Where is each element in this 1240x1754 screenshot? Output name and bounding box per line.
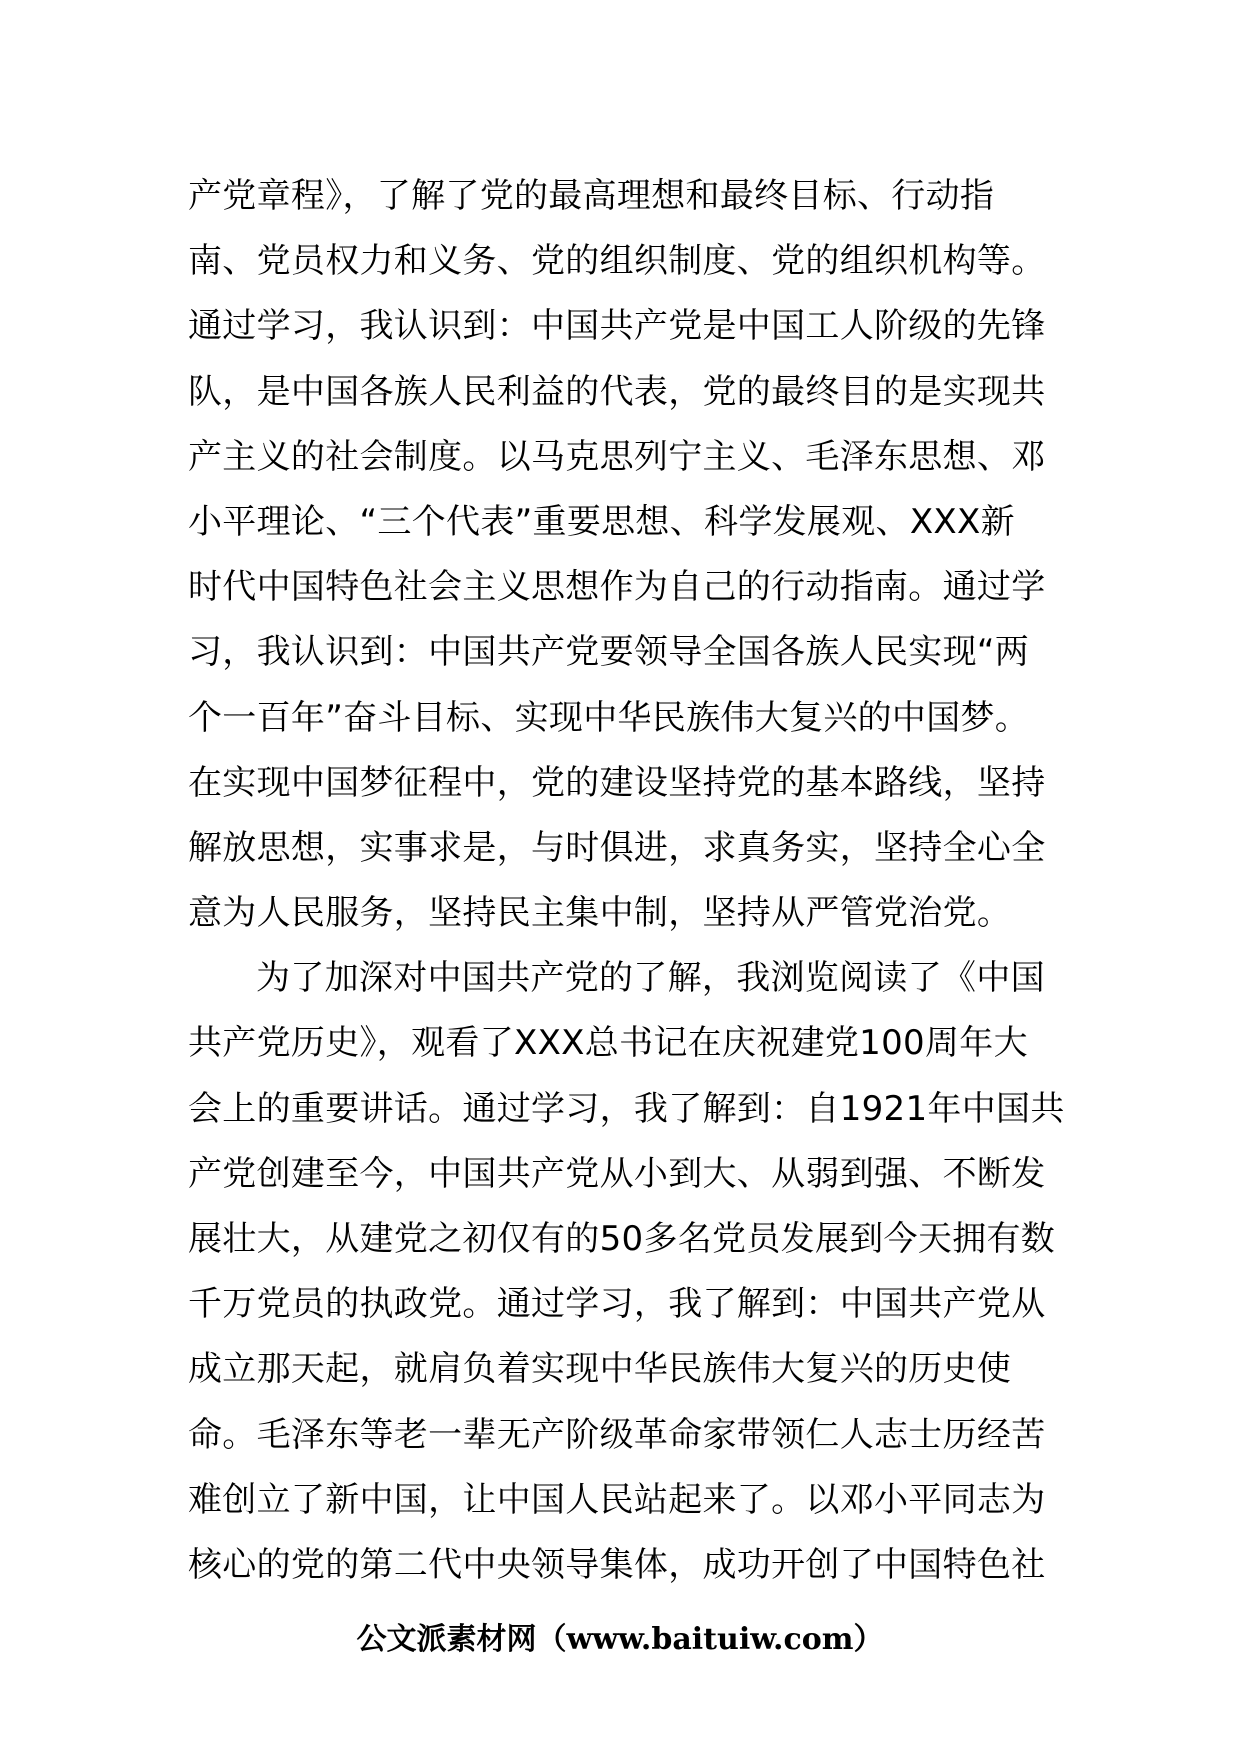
text-line: 通过学习，我认识到：中国共产党是中国工人阶级的先锋 xyxy=(188,306,1046,347)
text-line: 核心的党的第二代中央领导集体，成功开创了中国特色社 xyxy=(188,1544,1046,1585)
text-line: 个一百年”奋斗目标、实现中华民族伟大复兴的中国梦。 xyxy=(188,697,1030,738)
text-line: 队，是中国各族人民利益的代表，党的最终目的是实现共 xyxy=(188,371,1046,412)
text-line: 千万党员的执政党。通过学习，我了解到：中国共产党从 xyxy=(188,1284,1046,1325)
document-body xyxy=(188,164,1068,1598)
text-line: 习，我认识到：中国共产党要领导全国各族人民实现“两 xyxy=(188,632,1030,673)
text-line: 解放思想，实事求是，与时俱进，求真务实，坚持全心全 xyxy=(188,827,1046,868)
text-line: 产党创建至今，中国共产党从小到大、从弱到强、不断发 xyxy=(188,1153,1046,1194)
footer-watermark: 公文派素材网（www.baituiw.com） xyxy=(356,1622,884,1657)
text-line: 展壮大，从建党之初仅有的50多名党员发展到今天拥有数 xyxy=(188,1219,1056,1259)
text-line: 南、党员权力和义务、党的组织制度、党的组织机构等。 xyxy=(188,241,1046,282)
text-line: 共产党历史》，观看了XXX总书记在庆祝建党100周年大 xyxy=(188,1023,1028,1064)
text-line: 意为人民服务，坚持民主集中制，坚持从严管党治党。 xyxy=(188,893,1012,934)
text-line: 在实现中国梦征程中，党的建设坚持党的基本路线，坚持 xyxy=(188,762,1046,803)
text-line: 时代中国特色社会主义思想作为自己的行动指南。通过学 xyxy=(188,567,1046,608)
text-line: 产党章程》，了解了党的最高理想和最终目标、行动指 xyxy=(188,176,995,216)
text-line: 产主义的社会制度。以马克思列宁主义、毛泽东思想、邓 xyxy=(188,436,1046,477)
text-line: 命。毛泽东等老一辈无产阶级革命家带领仁人志士历经苦 xyxy=(188,1414,1046,1455)
text-line: 难创立了新中国，让中国人民站起来了。以邓小平同志为 xyxy=(188,1479,1046,1520)
text-line: 为了加深对中国共产党的了解，我浏览阅读了《中国 xyxy=(256,958,1045,999)
text-line: 成立那天起，就肩负着实现中华民族伟大复兴的历史使 xyxy=(188,1349,1012,1390)
text-line: 会上的重要讲话。通过学习，我了解到：自1921年中国共 xyxy=(188,1088,1065,1129)
text-line: 小平理论、“三个代表”重要思想、科学发展观、XXX新 xyxy=(188,501,1015,542)
